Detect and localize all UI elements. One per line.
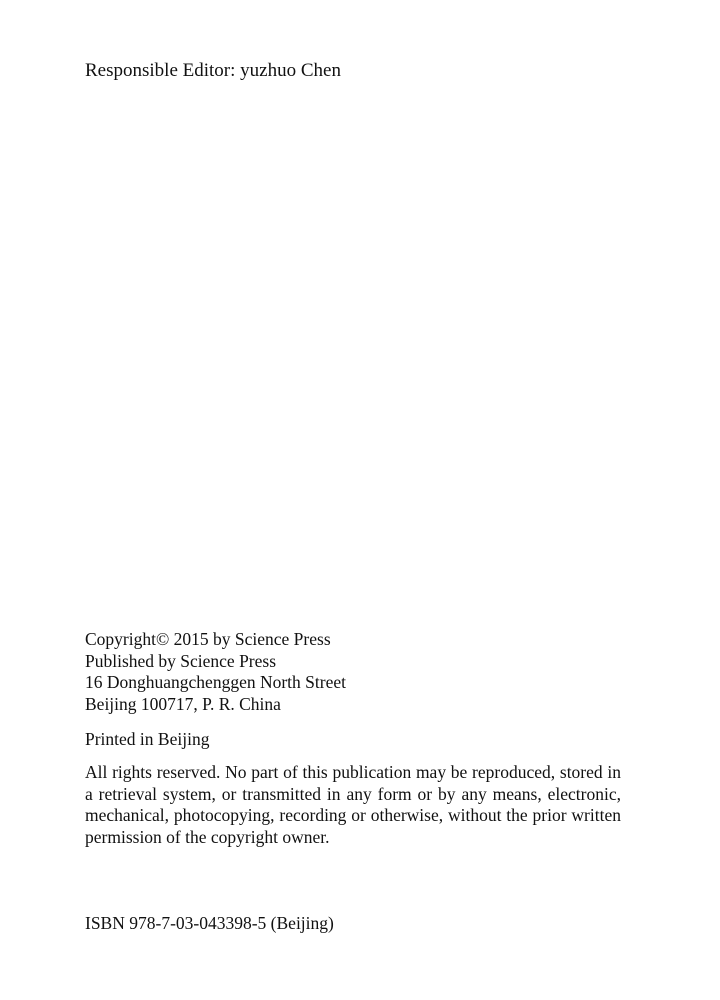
printed-in: Printed in Beijing <box>85 729 210 749</box>
responsible-editor: Responsible Editor: yuzhuo Chen <box>85 60 341 81</box>
publisher-block <box>85 629 346 715</box>
published-by-line: Published by Science Press <box>85 650 277 671</box>
rights-notice: All rights reserved. No part of this publication may be reproduced, stored in a retrieval system, or transmitted in any form or by any means, electronic, mechanical, photocopying, recording or otherwise, without the prior written permission of the copyright owner. <box>85 762 621 847</box>
isbn: ISBN 978-7-03-043398-5 (Beijing) <box>85 913 334 933</box>
city-address: Beijing 100717, P. R. China <box>85 693 281 714</box>
street-address: 16 Donghuangchenggen North Street <box>85 672 346 692</box>
copyright-line: Copyright© 2015 by Science Press <box>85 629 331 649</box>
